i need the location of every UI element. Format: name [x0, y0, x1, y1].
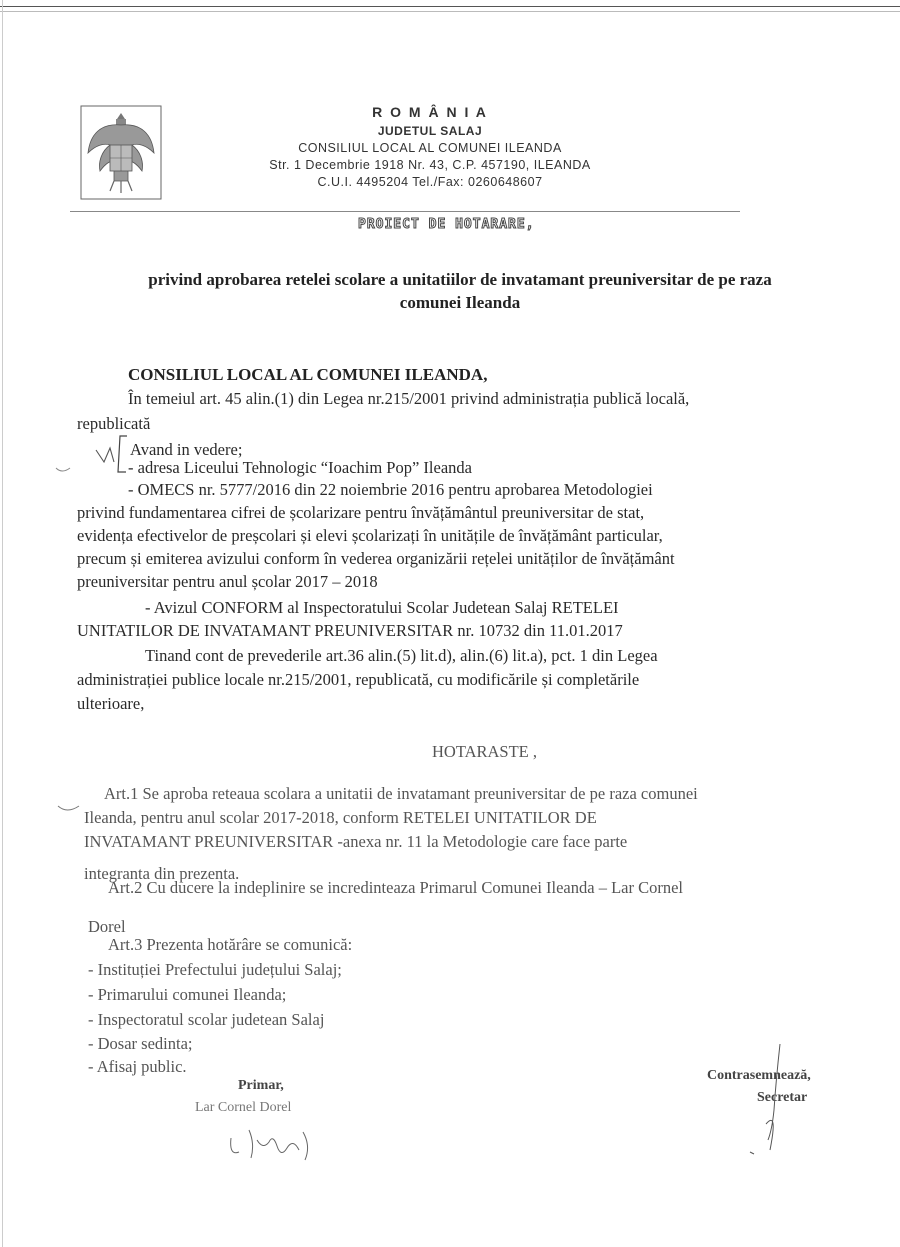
- considering-item-2-line2: privind fundamentarea cifrei de școlarizare pentru învățământul preuniversitar de stat,: [77, 503, 645, 522]
- top-border-line-secondary: [0, 11, 900, 12]
- considering-heading: Avand in vedere;: [130, 440, 243, 459]
- recipient-4: - Dosar sedinta;: [88, 1034, 193, 1053]
- article-1-line3: INVATAMANT PREUNIVERSITAR -anexa nr. 11 la Metodologie care face parte: [84, 832, 628, 851]
- legal-reference-line2: administrației publice locale nr.215/2001, republicată, cu modificările și completările: [77, 670, 640, 689]
- handwritten-tick-icon: [55, 800, 85, 816]
- secretary-signature-icon: [740, 1040, 800, 1160]
- legal-reference-line1: Tinand cont de prevederile art.36 alin.(5) lit.d), alin.(6) lit.a), pct. 1 din Legea: [145, 646, 658, 665]
- article-2-line1: Art.2 Cu ducere la indeplinire se incredinteaza Primarul Comunei Ileanda – Lar Cornel: [108, 878, 684, 897]
- article-2-line2: Dorel: [88, 917, 126, 936]
- recipient-5: - Afisaj public.: [88, 1057, 187, 1076]
- header-address: Str. 1 Decembrie 1918 Nr. 43, C.P. 457190, ILEANDA: [269, 158, 591, 172]
- considering-item-2-line5: preuniversitar pentru anul școlar 2017 – 2018: [77, 572, 378, 591]
- legal-basis-line1: În temeiul art. 45 alin.(1) din Legea nr.215/2001 privind administrația publică locală,: [128, 389, 690, 408]
- recipient-2: - Primarului comunei Ileanda;: [88, 985, 287, 1004]
- mayor-name: Lar Cornel Dorel: [195, 1100, 292, 1115]
- council-name: CONSILIUL LOCAL AL COMUNEI ILEANDA,: [128, 365, 488, 384]
- considering-item-2-line4: precum și emiterea avizului conform în vederea organizării rețelei unităților de învățământ: [77, 549, 675, 568]
- top-border-line: [0, 6, 900, 7]
- legal-reference-line3: ulterioare,: [77, 694, 145, 713]
- considering-item-2-line1: - OMECS nr. 5777/2016 din 22 noiembrie 2016 pentru aprobarea Metodologiei: [128, 480, 653, 499]
- document-title-line2: comunei Ileanda: [399, 293, 521, 312]
- header-council: CONSILIUL LOCAL AL COMUNEI ILEANDA: [298, 141, 562, 155]
- article-3-heading: Art.3 Prezenta hotărâre se comunică:: [108, 935, 353, 954]
- handwritten-bracket-icon: [52, 432, 132, 480]
- header-divider: [70, 211, 740, 212]
- header-contact: C.U.I. 4495204 Tel./Fax: 0260648607: [317, 175, 543, 189]
- header-country: R O M Â N I A: [372, 104, 488, 120]
- left-scan-edge: [2, 0, 3, 1247]
- considering-item-3-line1: - Avizul CONFORM al Inspectoratului Scolar Judetean Salaj RETELEI: [145, 598, 619, 617]
- mayor-title: Primar,: [238, 1078, 284, 1093]
- recipient-1: - Instituției Prefectului județului Salaj;: [88, 960, 342, 979]
- legal-basis-line2: republicată: [77, 414, 151, 433]
- document-title-line1: privind aprobarea retelei scolare a unitatiilor de invatamant preuniversitar de pe raza: [148, 270, 772, 289]
- article-1-line1: Art.1 Se aproba reteaua scolara a unitatii de invatamant preuniversitar de pe raza comunei: [104, 784, 698, 803]
- considering-item-1: - adresa Liceului Tehnologic “Ioachim Pop” Ileanda: [128, 458, 472, 477]
- coat-of-arms-icon: [80, 105, 162, 200]
- countersign-label: Contrasemnează,: [707, 1068, 811, 1083]
- recipient-3: - Inspectoratul scolar judetean Salaj: [88, 1010, 325, 1029]
- secretary-label: Secretar: [757, 1090, 808, 1105]
- decision-heading: HOTARASTE ,: [432, 742, 538, 761]
- considering-item-3-line2: UNITATILOR DE INVATAMANT PREUNIVERSITAR nr. 10732 din 11.01.2017: [77, 621, 623, 640]
- considering-item-2-line3: evidența efectivelor de preșcolari și elevi școlarizați în unitățile de învățământ particular,: [77, 526, 663, 545]
- mayor-signature-icon: [225, 1120, 320, 1165]
- header-county: JUDETUL SALAJ: [377, 124, 483, 138]
- article-1-line4: integranta din prezenta.: [84, 864, 240, 883]
- document-type-stamp: PROIECT DE HOTARARE,: [358, 217, 535, 232]
- article-1-line2: Ileanda, pentru anul scolar 2017-2018, conform RETELEI UNITATILOR DE: [84, 808, 597, 827]
